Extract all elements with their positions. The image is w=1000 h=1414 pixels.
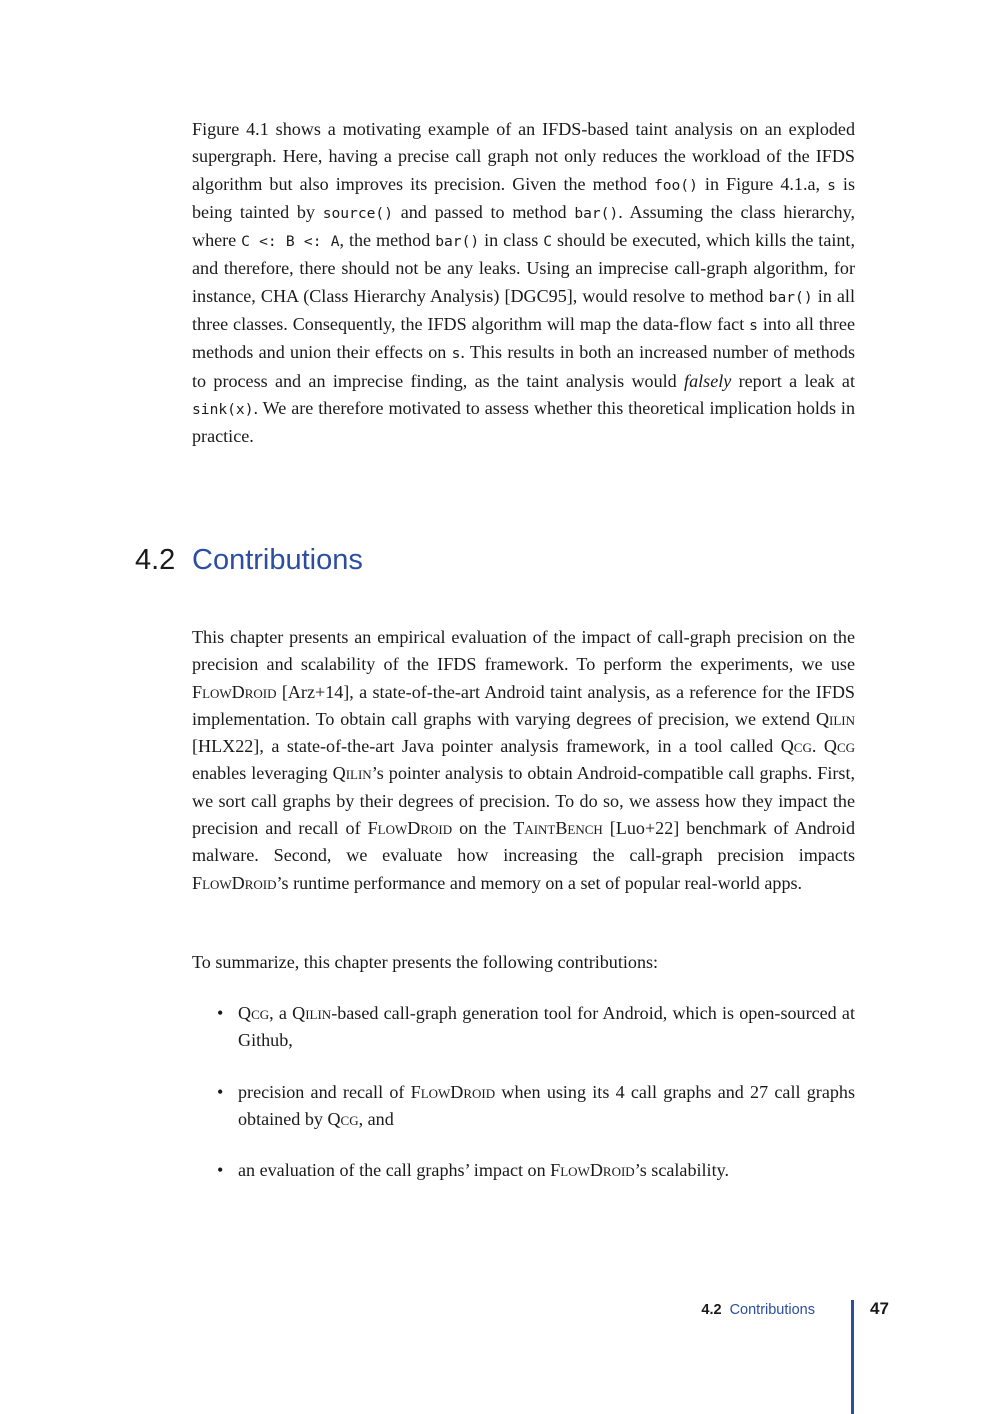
code-bar: bar() bbox=[574, 204, 619, 222]
list-item: • precision and recall of FlowDroid when using its 4 call graphs and 27 call graphs obtained by Qcg, and bbox=[192, 1079, 855, 1134]
code-foo: foo() bbox=[653, 176, 698, 194]
code-class-c: C bbox=[543, 233, 553, 251]
code-s: s bbox=[827, 176, 836, 194]
list-item: • Qcg, a Qilin-based call-graph generation tool for Android, which is open-sourced at Github, bbox=[192, 1000, 855, 1055]
page-number: 47 bbox=[870, 1299, 889, 1318]
tool-qcg: Qcg bbox=[327, 1108, 359, 1129]
code-bar: bar() bbox=[768, 288, 813, 306]
running-footer bbox=[701, 1300, 815, 1320]
summary-intro: To summarize, this chapter presents the following contributions: bbox=[192, 952, 659, 972]
tool-flowdroid: FlowDroid bbox=[192, 681, 277, 702]
footer-divider bbox=[851, 1300, 854, 1414]
bullet-icon: • bbox=[217, 1160, 224, 1181]
footer-section-title: Contributions bbox=[729, 1302, 815, 1318]
code-bar: bar() bbox=[435, 233, 480, 251]
section-heading bbox=[135, 540, 363, 580]
benchmark-taintbench: TaintBench bbox=[513, 818, 603, 839]
list-item: • an evaluation of the call graphs’ impact on FlowDroid’s scalability. bbox=[192, 1157, 855, 1184]
tool-qcg: Qcg bbox=[238, 1003, 270, 1023]
code-hierarchy: C <: B <: A bbox=[241, 233, 340, 251]
contributions-paragraph: This chapter presents an empirical evaluation of the impact of call-graph precision on the precision and scalability of the IFDS framework. To perform the experiments, we use FlowDroid [Arz+14], a state-of-the-art Android taint analysis, as a reference for the IFDS implementation. To obtain call graphs with varying degrees of precision, we extend Qilin [HLX22], a state-of-the-art Java pointer analysis framework, in a tool called Qcg. Qcg enables leveraging Qilin’s pointer analysis to obtain Android-compatible call graphs. First, we sort call graphs by their degrees of precision. To do so, we assess how they impact the precision and recall of FlowDroid on the TaintBench [Luo+22] benchmark of Android malware. Second, we evaluate how increasing the call-graph precision impacts FlowDroid’s runtime performance and memory on a set of popular real-world apps. bbox=[192, 627, 856, 893]
tool-flowdroid: FlowDroid bbox=[550, 1160, 635, 1181]
tool-flowdroid: FlowDroid bbox=[367, 818, 453, 839]
code-s: s bbox=[749, 317, 758, 335]
emphasis-falsely: falsely bbox=[684, 370, 732, 391]
tool-flowdroid: FlowDroid bbox=[410, 1081, 496, 1102]
code-s: s bbox=[451, 345, 461, 363]
tool-qcg: Qcg bbox=[780, 736, 812, 757]
bullet-icon: • bbox=[217, 1081, 224, 1102]
section-number: 4.2 bbox=[135, 544, 176, 576]
code-sink: sink(x) bbox=[192, 400, 254, 418]
section-title: Contributions bbox=[192, 544, 363, 576]
footer-section-number: 4.2 bbox=[701, 1302, 722, 1318]
intro-paragraph: Figure 4.1 shows a motivating example of an IFDS-based taint analysis on an exploded supergraph. Here, having a precise call graph not only reduces the workload of the IFDS algorithm but also improves its precision. Given the method foo() in Figure 4.1.a, s is being tainted by source() and passed to method bar(). Assuming the class hierarchy, where C <: B <: A, the method bar() in class C should be executed, which kills the taint, and therefore, there should not be any leaks. Using an imprecise call-graph algorithm, for instance, CHA (Class Hierarchy Analysis) [DGC95], would resolve to method bar() in all three classes. Consequently, the IFDS algorithm will map the data-flow fact s into all three methods and union their effects on s. This results in both an increased number of methods to process and an imprecise finding, as the taint analysis would falsely report a leak at sink(x). We are therefore motivated to assess whether this theoretical implication holds in practice. bbox=[192, 119, 856, 447]
code-source: source() bbox=[322, 204, 393, 222]
tool-qilin: Qilin bbox=[332, 763, 372, 784]
tool-qcg: Qcg bbox=[823, 736, 856, 757]
bullet-icon: • bbox=[217, 1003, 224, 1023]
tool-qilin: Qilin bbox=[815, 708, 855, 729]
contributions-list bbox=[192, 1000, 855, 1208]
tool-flowdroid: FlowDroid bbox=[192, 872, 277, 893]
tool-qilin: Qilin bbox=[292, 1003, 332, 1023]
